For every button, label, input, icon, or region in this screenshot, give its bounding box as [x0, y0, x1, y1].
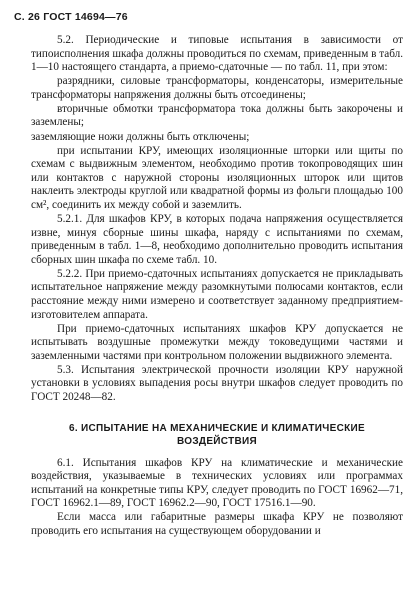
paragraph-5-2: 5.2. Периодические и типовые испытания в зависимости от типоисполнения шкафа должны проводиться по схемам, приведенным в табл. 1—10 настоящего стандарта, а приемо-сдаточные — по табл. 11, при этом: — [31, 34, 403, 74]
section-heading-6: 6. ИСПЫТАНИЕ НА МЕХАНИЧЕСКИЕ И КЛИМАТИЧЕСКИЕ ВОЗДЕЙСТВИЯ — [69, 422, 365, 447]
paragraph-5-2-2: 5.2.2. При приемо-сдаточных испытаниях допускается не прикладывать испытательное напряжение между разомкнутыми полюсами контактов, если расстояние между ними измерено и соответствует заданному предприятием-изготовителем аппарата. — [31, 267, 403, 321]
paragraph-mass-dimensions: Если масса или габаритные размеры шкафа КРУ не позволяют проводить его испытания на существующем оборудовании и — [31, 511, 403, 537]
document-body — [31, 34, 403, 539]
list-item-arresters: разрядники, силовые трансформаторы, конденсаторы, измерительные трансформаторы напряжения должны быть отсоединены; — [31, 75, 403, 101]
list-item-insulating-shutters: при испытании КРУ, имеющих изоляционные шторки или щиты по схемам с выдвижным элементом, необходимо против токопроводящих шин или контактов с наружной стороны изоляционных шторок или щитов наклеить электроды круглой или квадратной формы из фольги площадью 100 см², соединить их между собой и заземлить. — [31, 144, 403, 211]
paragraph-5-3: 5.3. Испытания электрической прочности изоляции КРУ наружной установки в условиях выпадения росы внутри шкафов следует проводить по ГОСТ 20248—82. — [31, 363, 403, 403]
list-item-grounding-knives: заземляющие ножи должны быть отключены; — [31, 130, 250, 143]
paragraph-5-2-1: 5.2.1. Для шкафов КРУ, в которых подача напряжения осуществляется извне, минуя сборные шины шкафа, наряду с испытаниями по схемам, приведенным в табл. 1—8, необходимо дополнительно проводить испытания сборных шин шкафа по схеме табл. 10. — [31, 213, 403, 266]
list-item-secondary-windings: вторичные обмотки трансформатора тока должны быть закорочены и заземлены; — [31, 102, 403, 129]
running-header: С. 26 ГОСТ 14694—76 — [14, 11, 128, 23]
paragraph-acceptance-tests: При приемо-сдаточных испытаниях шкафов КРУ допускается не испытывать воздушные промежутки между токоведущими частями и заземленными частями при контрольном положении выдвижного элемента. — [31, 322, 403, 362]
paragraph-6-1: 6.1. Испытания шкафов КРУ на климатические и механические воздействия, указываемые в технических условиях или программах испытаний на конкретные типы КРУ, следует проводить по ГОСТ 16962—71, ГОСТ 16962.1—89, ГОСТ 16962.2—90, ГОСТ 17516.1—90. — [31, 456, 403, 510]
